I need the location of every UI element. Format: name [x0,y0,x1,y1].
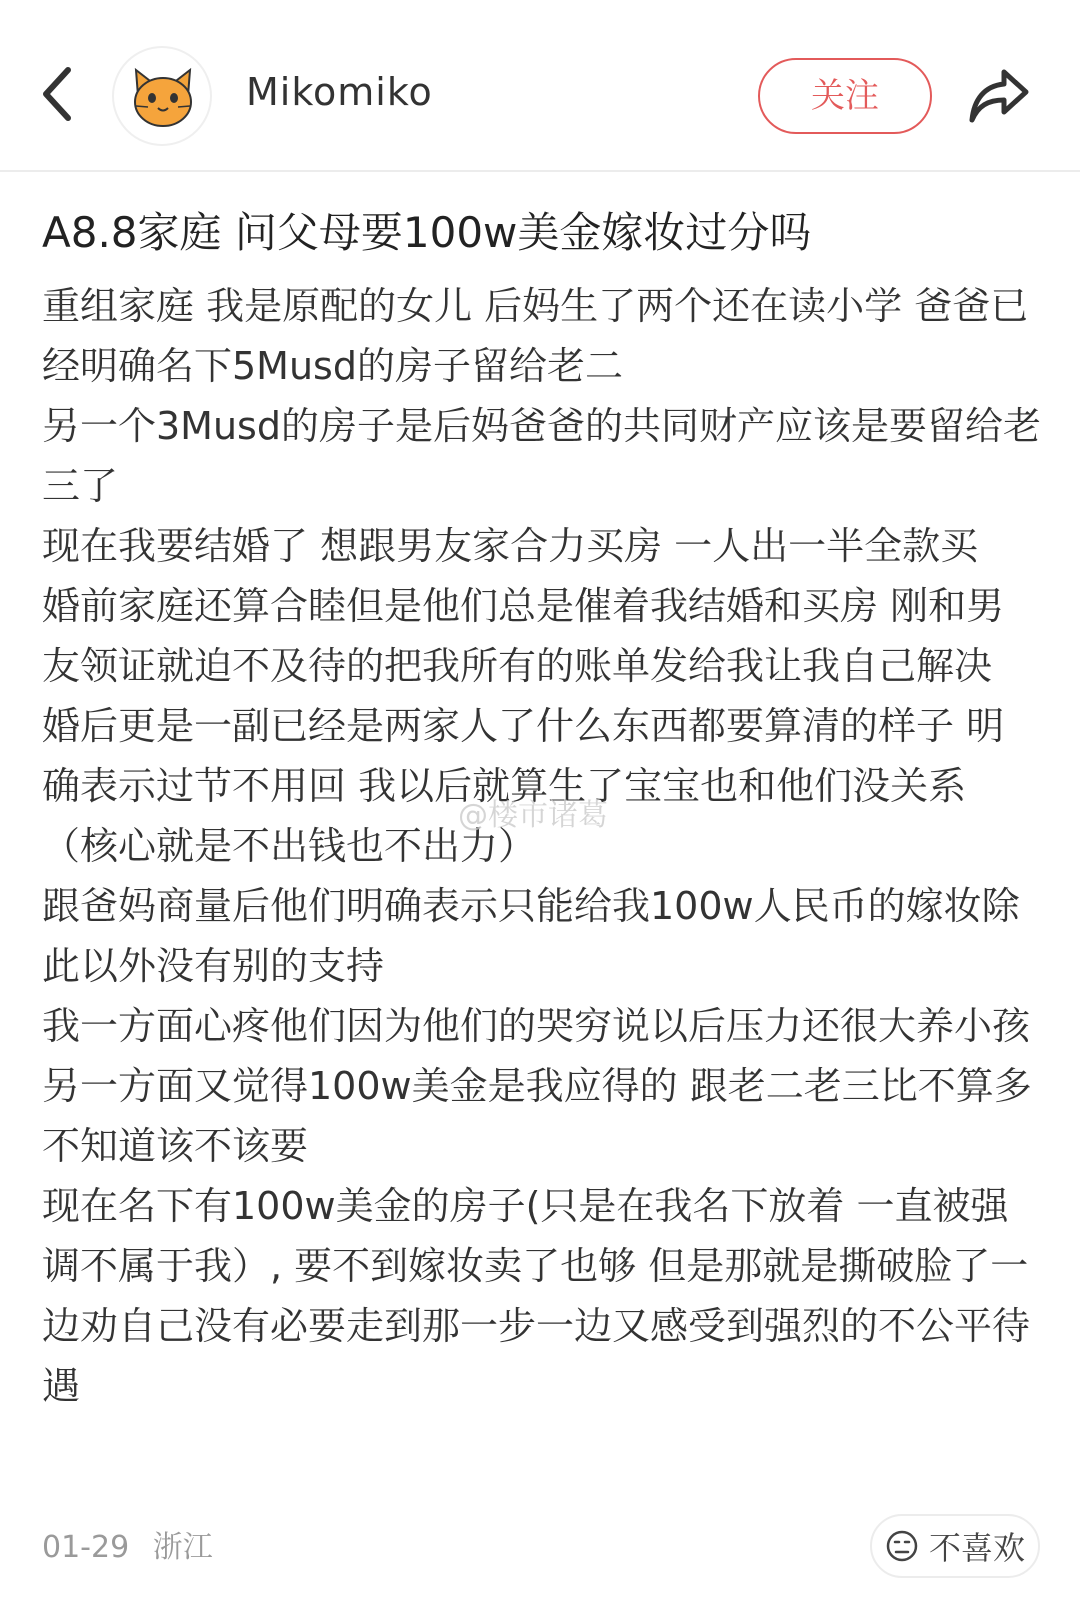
post-date: 01-29 [42,1530,130,1565]
paragraph: 另一个3Musd的房子是后妈爸爸的共同财产应该是要留给老三了 [42,404,1041,508]
watermark: @楼市诸葛 [458,798,608,833]
post-meta [42,1522,227,1566]
cat-face-icon [130,66,196,128]
paragraph: 现在我要结婚了 想跟男友家合力买房 一人出一半全款买 [42,524,979,568]
dislike-label: 不喜欢 [928,1529,1025,1567]
chevron-left-icon [36,62,80,126]
top-bar [0,0,1080,172]
share-arrow-icon [968,66,1032,126]
avatar[interactable] [112,46,212,146]
paragraph: 现在名下有100w美金的房子(只是在我名下放着 一直被强调不属于我）, 要不到嫁妆卖了也够 但是那就是撕破脸了一边劝自己没有必要走到那一步一边又感受到强烈的不公平待遇 [42,1184,1031,1408]
post-body [42,276,1042,1416]
share-button[interactable] [968,66,1032,126]
username[interactable]: Mikomiko [246,70,433,114]
paragraph: 我一方面心疼他们因为他们的哭穷说以后压力还很大养小孩 另一方面又觉得100w美金是我应得的 跟老二老三比不算多 不知道该不该要 [42,1004,1032,1168]
frown-face-icon [885,1529,919,1563]
follow-button[interactable]: 关注 [758,58,932,134]
post-title: A8.8家庭 问父母要100w美金嫁妆过分吗 [42,208,812,257]
paragraph: 婚前家庭还算合睦但是他们总是催着我结婚和买房 刚和男友领证就迫不及待的把我所有的账单发给我让我自己解决 婚后更是一副已经是两家人了什么东西都要算清的样子 明确表示过节不用回 我以后就算生了宝宝也和他们没关系（核心就是不出钱也不出力） [42,584,1005,868]
paragraph: 重组家庭 我是原配的女儿 后妈生了两个还在读小学 爸爸已经明确名下5Musd的房子留给老二 [42,284,1029,388]
paragraph: 跟爸妈商量后他们明确表示只能给我100w人民币的嫁妆除此以外没有别的支持 [42,884,1020,988]
post-location: 浙江 [152,1530,213,1565]
dislike-button[interactable] [870,1514,1040,1578]
back-button[interactable] [36,62,80,126]
